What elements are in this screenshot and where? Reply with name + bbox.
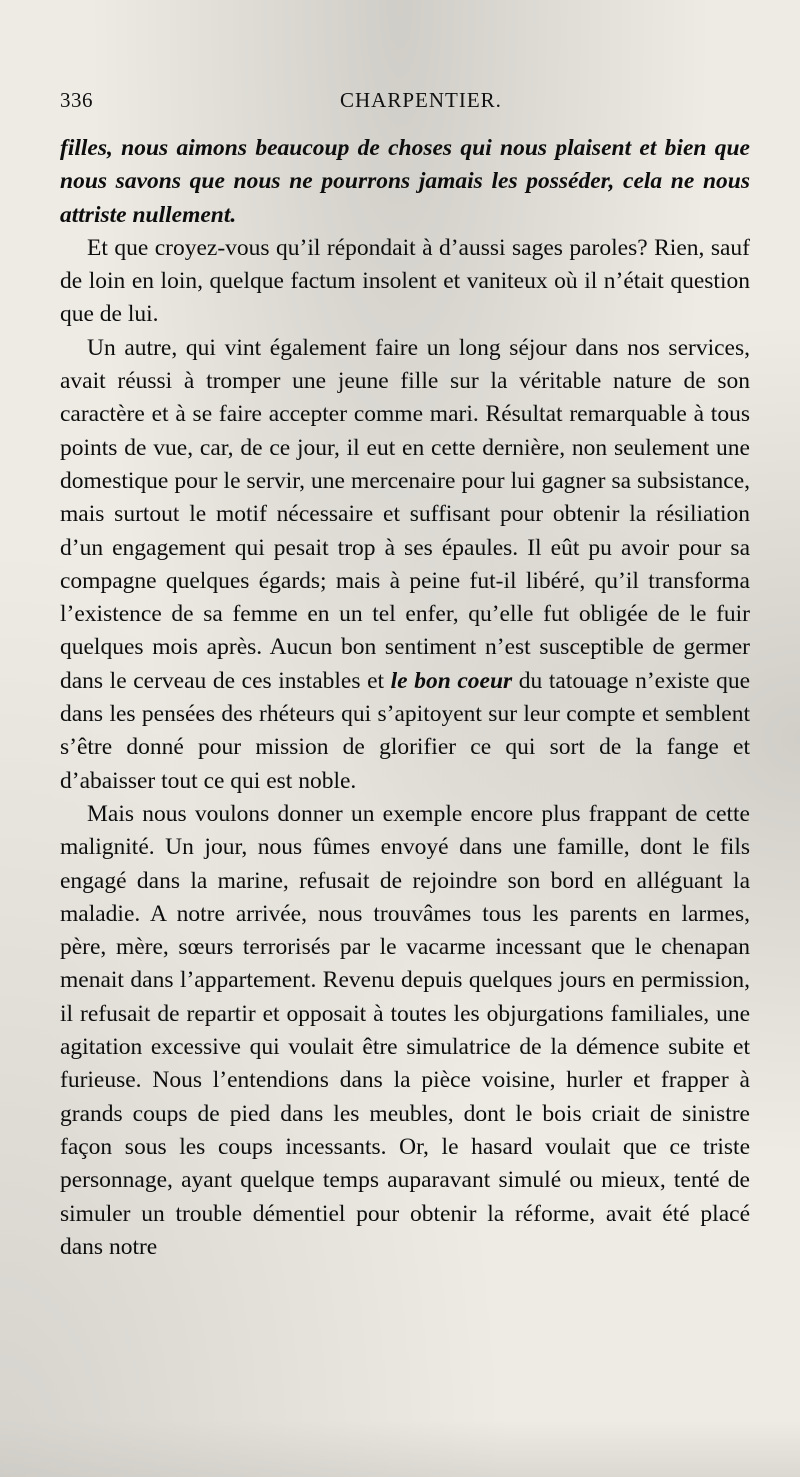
paragraph-text: du tatouage n’existe que dans les pensées des rhéteurs qui s’apitoyent sur leur compte et semblent s’être donné pour mission de glorifier ce qui sort de la fange et d’abaisser tout ce qui est noble. [60,667,751,794]
paragraph-text: Un autre, qui vint également faire un long séjour dans nos services, avait réussi à tromper une jeune fille sur la véritable nature de son caractère et à se faire accepter comme mari. Résultat remarquable à tous points de vue, car, de ce jour, il eut en cette dernière, non seulement une domestique pour le servir, une mercenaire pour lui gagner sa subsistance, mais surtout le motif nécessaire et suffisant pour obtenir la résiliation d’un engagement qui pesait trop à ses épaules. Il eût pu avoir pour sa compagne quelques égards; mais à peine fut-il libéré, qu’il transforma l’existence de sa femme en un tel enfer, qu’elle fut obligée de le fuir quelques mois après. Aucun bon sentiment n’est susceptible de germer dans le cerveau de ces instables et [60,334,750,694]
page-header [60,88,750,118]
page-edge-shadow [0,1420,800,1477]
paragraph [60,232,750,332]
paragraph [60,798,750,1264]
italic-quote-text: filles, nous aimons beaucoup de choses qui nous plaisent et bien que nous savons que nous ne pourrons jamais les posséder, cela ne nous attriste nullement. [60,135,750,228]
body-text [60,132,750,1264]
paragraph [60,332,750,798]
italic-inline-phrase: le bon coeur [390,667,513,694]
page-number: 336 [60,88,93,112]
paragraph-continuation [60,132,750,232]
paragraph-text: Mais nous voulons donner un exemple encore plus frappant de cette malignité. Un jour, nous fûmes envoyé dans une famille, dont le fils engagé dans la marine, refusait de rejoindre son bord en alléguant la maladie. A notre arrivée, nous trouvâmes tous les parents en larmes, père, mère, sœurs terrorisés par le vacarme incessant que le chenapan menait dans l’appartement. Revenu depuis quelques jours en permission, il refusait de repartir et opposait à toutes les objurgations familiales, une agitation excessive qui voulait être simulatrice de la démence subite et furieuse. Nous l’entendions dans la pièce voisine, hurler et frapper à grands coups de pied dans les meubles, dont le bois criait de sinistre façon sous les coups incessants. Or, le hasard voulait que ce triste personnage, ayant quelque temps auparavant simulé ou mieux, tenté de simuler un trouble démentiel pour obtenir la réforme, avait été placé dans notre [60,800,750,1260]
paragraph-text: Et que croyez-vous qu’il répondait à d’aussi sages paroles? Rien, sauf de loin en loin, quelque factum insolent et vaniteux où il n’était question que de lui. [60,234,750,328]
running-head: CHARPENTIER. [340,88,502,112]
